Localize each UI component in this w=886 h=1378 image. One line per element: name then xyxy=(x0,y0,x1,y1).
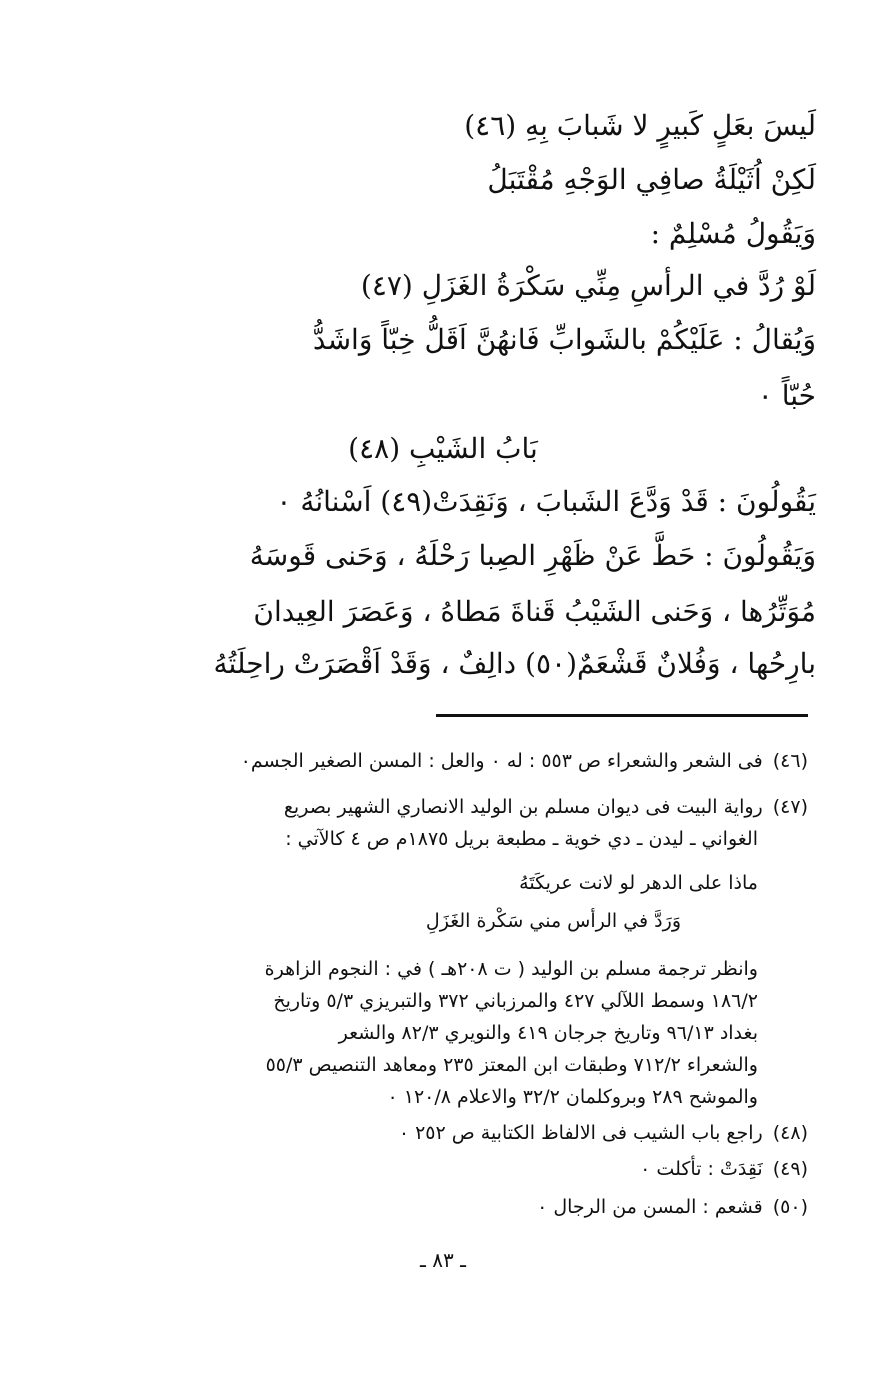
section-title: بَابُ الشَيْبِ (٤٨) xyxy=(348,432,538,465)
footnote-line: ١٨٦/٢ وسمط اللآلي ٤٢٧ والمرزباني ٣٧٢ والتبريزي ٥/٣ وتاريخ xyxy=(273,990,758,1012)
footnote-verse: ماذا على الدهر لو لانت عريكَتَهُ xyxy=(519,872,758,894)
footnote-text: راجع باب الشيب فى الالفاظ الكتابية ص ٢٥٢ ٠ xyxy=(398,1122,763,1144)
page-number: ـ ٨٣ ـ xyxy=(420,1248,466,1272)
footnote-verse: وَرَدَّ في الرأس مني سَكْرة الغَزَلِ xyxy=(425,910,681,932)
footnote-50 xyxy=(537,1196,808,1218)
verse-line: لَوْ رُدَّ في الرأسِ مِنِّي سَكْرَةُ الغَزَلِ (٤٧) xyxy=(360,269,816,302)
footnote-number: (٤٦) xyxy=(772,750,808,772)
footnote-divider xyxy=(436,714,808,717)
footnote-line: بغداد ٩٦/١٣ وتاريخ جرجان ٤١٩ والنويري ٨٢/٣ والشعر xyxy=(338,1022,758,1044)
text-line: وَيَقُولُ مُسْلِمٌ : xyxy=(650,217,816,250)
text-line: حُبّاً ٠ xyxy=(757,379,816,412)
footnote-text: نَقِدَتْ : تأكلت ٠ xyxy=(640,1158,763,1180)
text-line: بارِحُها ، وَفُلانٌ قَشْعَمٌ(٥٠) دالِفٌ ، وَقَدْ اَقْصَرَتْ راحِلَتُهُ xyxy=(213,647,816,680)
footnote-number: (٤٩) xyxy=(772,1158,808,1180)
footnote-line: والشعراء ٧١٢/٢ وطبقات ابن المعتز ٢٣٥ ومعاهد التنصيص ٥٥/٣ xyxy=(265,1054,758,1076)
text-line: يَقُولُونَ : قَدْ وَدَّعَ الشَبابَ ، وَنَقِدَتْ(٤٩) اَسْنانُهُ ٠ xyxy=(276,485,816,518)
footnote-49 xyxy=(640,1158,808,1180)
verse-line: لَيسَ بعَلٍ كَبيرٍ لا شَبابَ بِهِ (٤٦) xyxy=(464,109,816,142)
footnote-number: (٤٧) xyxy=(772,796,808,818)
text-line: وَيُقالُ : عَلَيْكُمْ بالشَوابِّ فَانهُنَّ اَقَلُّ خِبّاً وَاشَدُّ xyxy=(312,323,816,356)
footnote-47 xyxy=(284,796,808,818)
footnote-line: وانظر ترجمة مسلم بن الوليد ( ت ٢٠٨هـ ) في : النجوم الزاهرة xyxy=(264,958,758,980)
footnote-line: والموشح ٢٨٩ وبروكلمان ٣٢/٢ والاعلام ١٢٠/٨ ٠ xyxy=(387,1086,758,1108)
footnote-line: الغواني ـ ليدن ـ دي خوية ـ مطبعة بريل ١٨٧٥م ص ٤ كالآتي : xyxy=(285,828,758,850)
footnote-46 xyxy=(241,750,808,772)
verse-line: لَكِنْ اُثَيْلَةُ صافِي الوَجْهِ مُقْتَبَلُ xyxy=(487,163,816,196)
text-line: مُوَتِّرُها ، وَحَنى الشَيْبُ قَناةَ مَطاهُ ، وَعَصَرَ العِيدانَ xyxy=(253,595,816,628)
footnote-text: قشعم : المسن من الرجال ٠ xyxy=(537,1196,763,1218)
footnote-number: (٤٨) xyxy=(772,1122,808,1144)
footnote-text: رواية البيت فى ديوان مسلم بن الوليد الانصاري الشهير بصريع xyxy=(283,796,763,818)
footnote-number: (٥٠) xyxy=(772,1196,808,1218)
text-line: وَيَقُولُونَ : حَطَّ عَنْ ظَهْرِ الصِبا رَحْلَهُ ، وَحَنى قَوسَهُ xyxy=(249,539,816,572)
footnote-48 xyxy=(399,1122,808,1144)
footnote-text: فى الشعر والشعراء ص ٥٥٣ : له ٠ والعل : المسن الصغير الجسم٠ xyxy=(240,750,763,772)
